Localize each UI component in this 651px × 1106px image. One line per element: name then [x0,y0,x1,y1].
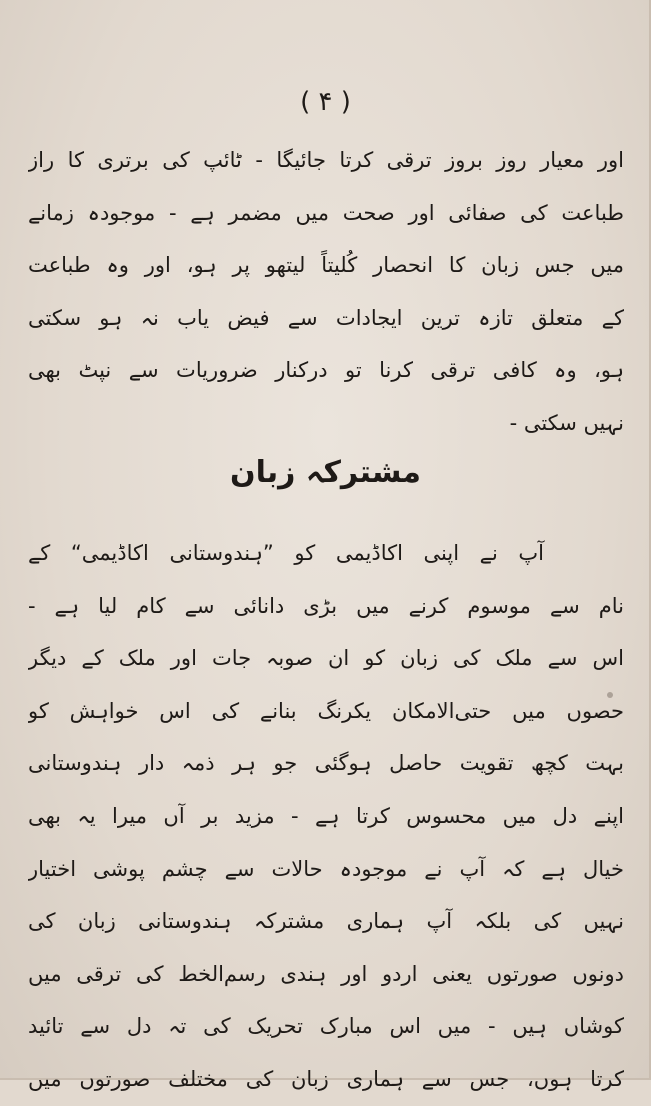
paper-spot [607,692,613,698]
text-line: نام سے موسوم کرنے میں بڑی دانائی سے کام لیا ہے - [28,593,624,618]
page-number: ( ۴ ) [300,87,351,117]
text-line: نہیں سکتی - [509,410,624,435]
text-line: کے متعلق تازہ ترین ایجادات سے فیض یاب نہ ہو سکتی [28,305,624,330]
text-line: خیال ہے کہ آپ نے موجودہ حالات سے چشم پوشی اختیار [28,856,624,881]
text-line: میں جس زبان کا انحصار کُلیتاً لیتھو پر ہو، اور وہ طباعت [28,253,624,278]
text-line: بہت کچھ تقویت حاصل ہوگئی جو ہر ذمہ دار ہندوستانی [28,751,624,776]
text-line: آپ نے اپنی اکاڈیمی کو ”ہندوستانی اکاڈیمی“ کے [28,541,544,565]
text-line: اور معیار روز بروز ترقی کرتا جائیگا - ٹائپ کی برتری کا راز [28,148,624,172]
text-line: ہو، وہ کافی ترقی کرنا تو درکنار ضروریات سے نپٹ بھی [28,358,624,383]
section-heading: مشترکہ زبان [230,455,421,490]
text-line: اپنے دل میں محسوس کرتا ہے - مزید بر آں میرا یہ بھی [28,803,624,828]
paragraph-1 [28,134,624,450]
text-line: طباعت کی صفائی اور صحت میں مضمر ہے - موجودہ زمانے [28,200,624,225]
text-line: حصوں میں حتی‌الامکان یکرنگ بنانے کی اس خواہش کو [28,698,624,723]
text-line: کرتا ہوں، جس سے ہماری زبان کی مختلف صورتوں میں [28,1066,624,1091]
text-line: نہیں کی بلکہ آپ ہماری مشترکہ ہندوستانی زبان کی [28,909,624,934]
text-line: دونوں صورتوں یعنی اردو اور ہندی رسم‌الخط کی ترقی میں [28,961,624,986]
paragraph-2 [28,527,624,1106]
text-line: اس سے ملک کی زبان کو ان صوبہ جات اور ملک کے دیگر [28,646,624,671]
text-line: کوشاں ہیں - میں اس مبارک تحریک کی تہ دل سے تائید [28,1014,624,1039]
